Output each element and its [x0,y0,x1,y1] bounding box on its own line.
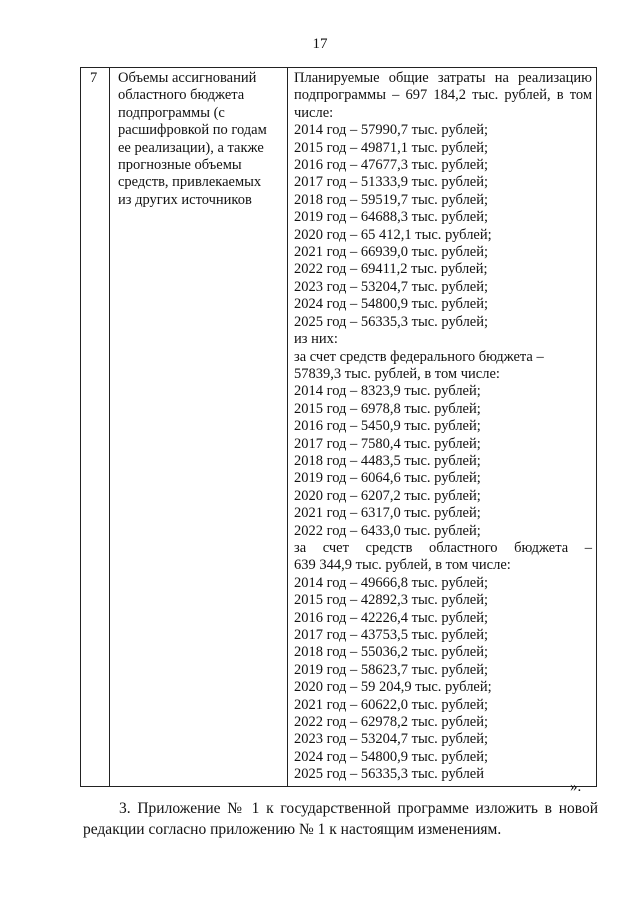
content-line: 2020 год – 6207,2 тыс. рублей; [294,487,481,504]
closing-quote: ». [570,779,582,795]
budget-table [80,67,597,787]
content-line: 2017 год – 7580,4 тыс. рублей; [294,435,481,452]
label-line: ее реализации), а также [118,139,264,156]
content-line: 57839,3 тыс. рублей, в том числе: [294,365,500,382]
content-line: 2015 год – 42892,3 тыс. рублей; [294,592,489,609]
content-line: 2018 год – 55036,2 тыс. рублей; [294,644,489,661]
content-line: 639 344,9 тыс. рублей, в том числе: [294,557,511,574]
amendment-paragraph [83,798,598,840]
content-line: 2019 год – 64688,3 тыс. рублей; [294,209,489,226]
content-line: 2016 год – 5450,9 тыс. рублей; [294,418,481,435]
label-line: средств, привлекаемых [118,174,262,191]
label-line: из других источников [118,191,252,208]
content-line: 2020 год – 65 412,1 тыс. рублей; [294,226,492,243]
label-line: областного бюджета [118,87,245,104]
content-line: из них: [294,331,338,348]
content-line: 2014 год – 8323,9 тыс. рублей; [294,383,481,400]
content-line: 2024 год – 54800,9 тыс. рублей; [294,296,489,313]
content-line: 2019 год – 58623,7 тыс. рублей; [294,661,489,678]
row-number-cell: 7 [81,68,110,787]
content-line: 2025 год – 56335,3 тыс. рублей [294,766,485,783]
paragraph-line: редакции согласно приложению № 1 к настоящим изменениям. [83,821,502,838]
content-line: 2021 год – 60622,0 тыс. рублей; [294,696,489,713]
content-line: 2023 год – 53204,7 тыс. рублей; [294,278,489,295]
content-line: 2021 год – 6317,0 тыс. рублей; [294,505,481,522]
content-line: 2016 год – 47677,3 тыс. рублей; [294,157,489,174]
content-line: 2020 год – 59 204,9 тыс. рублей; [294,679,492,696]
content-line: 2014 год – 57990,7 тыс. рублей; [294,122,489,139]
content-line: 2021 год – 66939,0 тыс. рублей; [294,244,489,261]
content-line: 2019 год – 6064,6 тыс. рублей; [294,470,481,487]
content-line: 2022 год – 62978,2 тыс. рублей; [294,714,489,731]
content-line: 2015 год – 49871,1 тыс. рублей; [294,139,489,156]
content-line: 2018 год – 4483,5 тыс. рублей; [294,452,481,469]
paragraph-line: 3. Приложение № 1 к государственной программе изложить в новой [119,800,598,817]
content-line: 2014 год – 49666,8 тыс. рублей; [294,574,489,591]
content-line: подпрограммы – 697 184,2 тыс. рублей, в том [294,87,592,104]
content-line: 2015 год – 6978,8 тыс. рублей; [294,400,481,417]
label-line: прогнозные объемы [118,157,242,174]
content-line: числе: [294,104,334,121]
content-line: 2022 год – 69411,2 тыс. рублей; [294,261,488,278]
page-number: 17 [312,36,328,52]
content-line: 2024 год – 54800,9 тыс. рублей; [294,748,489,765]
content-line: 2023 год – 53204,7 тыс. рублей; [294,731,489,748]
label-line: подпрограммы (с [118,104,225,121]
content-line: 2017 год – 51333,9 тыс. рублей; [294,174,489,191]
content-line: за счет средств федерального бюджета – [294,348,544,365]
row-label-cell [110,68,288,787]
content-line: 2025 год – 56335,3 тыс. рублей; [294,313,489,330]
content-line: Планируемые общие затраты на реализацию [294,70,592,86]
label-line: расшифровкой по годам [118,122,267,139]
content-line: за счет средств областного бюджета – [294,539,592,556]
content-line: 2018 год – 59519,7 тыс. рублей; [294,191,489,208]
table-row [81,68,597,787]
content-line: 2017 год – 43753,5 тыс. рублей; [294,627,489,643]
row-content-cell [288,68,597,787]
content-line: 2022 год – 6433,0 тыс. рублей; [294,522,481,539]
label-line: Объемы ассигнований [118,70,257,86]
content-line: 2016 год – 42226,4 тыс. рублей; [294,609,489,626]
